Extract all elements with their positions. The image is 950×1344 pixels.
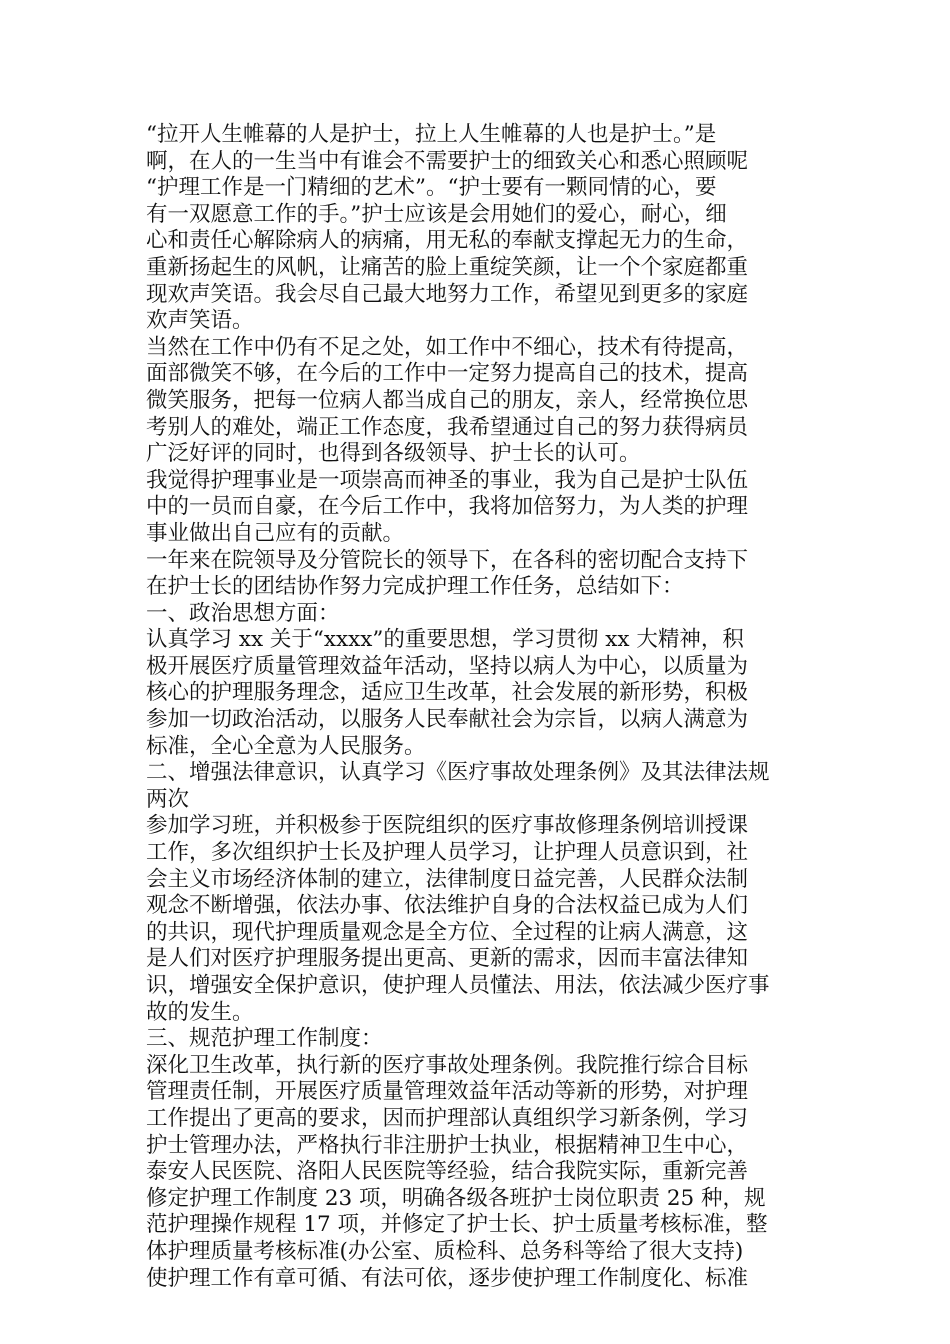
text-line: “护理工作是一门精细的艺术”。“护士要有一颗同情的心，要 — [146, 175, 717, 201]
text-line: 有一双愿意工作的手。”护士应该是会用她们的爱心，耐心，细 — [146, 201, 727, 227]
text-line: 极开展医疗质量管理效益年活动，坚持以病人为中心，以质量为 — [146, 653, 749, 679]
text-line: 认真学习 xx 关于“xxxx”的重要思想，学习贯彻 xx 大精神，积 — [146, 627, 744, 653]
text-line: 是人们对医疗护理服务提出更高、更新的需求，因而丰富法律知 — [146, 946, 749, 972]
text-line: 面部微笑不够，在今后的工作中一定努力提高自己的技术，提高 — [146, 361, 749, 387]
text-line: 范护理操作规程 17 项，并修定了护士长、护士质量考核标准，整 — [146, 1212, 768, 1238]
text-line: 微笑服务，把每一位病人都当成自己的朋友，亲人，经常换位思 — [146, 387, 749, 413]
text-line: 的共识，现代护理质量观念是全方位、全过程的让病人满意，这 — [146, 919, 749, 945]
text-line: 泰安人民医院、洛阳人民医院等经验，结合我院实际，重新完善 — [146, 1159, 749, 1185]
text-line: 重新扬起生的风帆，让痛苦的脸上重绽笑颜，让一个个家庭都重 — [146, 254, 749, 280]
text-line: 参加学习班，并积极参于医院组织的医疗事故修理条例培训授课 — [146, 813, 749, 839]
text-line: 护士管理办法，严格执行非注册护士执业，根据精神卫生中心， — [146, 1132, 749, 1158]
text-line: 观念不断增强，依法办事、依法维护自身的合法权益已成为人们 — [146, 893, 749, 919]
text-line: 事业做出自己应有的贡献。 — [146, 520, 405, 546]
text-line: 一年来在院领导及分管院长的领导下，在各科的密切配合支持下 — [146, 547, 749, 573]
text-line: 标准，全心全意为人民服务。 — [146, 733, 426, 759]
text-line: 修定护理工作制度 23 项，明确各级各班护士岗位职责 25 种，规 — [146, 1185, 766, 1211]
text-line: 考别人的难处，端正工作态度，我希望通过自己的努力获得病员 — [146, 414, 749, 440]
text-line: 二、增强法律意识，认真学习《医疗事故处理条例》及其法律法规 — [146, 760, 770, 786]
text-line: 广泛好评的同时，也得到各级领导、护士长的认可。 — [146, 441, 641, 467]
text-line: 管理责任制，开展医疗质量管理效益年活动等新的形势，对护理 — [146, 1079, 749, 1105]
text-line: 体护理质量考核标准(办公室、质检科、总务科等给了很大支持) — [146, 1238, 744, 1264]
text-line: 核心的护理服务理念，适应卫生改革，社会发展的新形势，积极 — [146, 680, 749, 706]
text-line: 在护士长的团结协作努力完成护理工作任务，总结如下： — [146, 574, 684, 600]
text-line: 现欢声笑语。我会尽自己最大地努力工作，希望见到更多的家庭 — [146, 281, 749, 307]
text-line: 故的发生。 — [146, 999, 254, 1025]
text-line: 两次 — [146, 786, 190, 812]
text-line: 深化卫生改革，执行新的医疗事故处理条例。我院推行综合目标 — [146, 1052, 749, 1078]
document-body — [146, 122, 811, 1292]
text-line: 中的一员而自豪，在今后工作中，我将加倍努力，为人类的护理 — [146, 494, 749, 520]
text-line: 啊，在人的一生当中有谁会不需要护士的细致关心和悉心照顾呢 — [146, 148, 749, 174]
text-line: 三、规范护理工作制度： — [146, 1026, 383, 1052]
text-line: 工作，多次组织护士长及护理人员学习，让护理人员意识到，社 — [146, 840, 749, 866]
text-line: 识，增强安全保护意识，使护理人员懂法、用法，依法减少医疗事 — [146, 973, 770, 998]
text-line: 我觉得护理事业是一项崇高而神圣的事业，我为自己是护士队伍 — [146, 467, 749, 493]
text-line: 心和责任心解除病人的病痛，用无私的奉献支撑起无力的生命， — [146, 228, 749, 254]
text-line: 参加一切政治活动，以服务人民奉献社会为宗旨，以病人满意为 — [146, 707, 749, 733]
text-line: 工作提出了更高的要求，因而护理部认真组织学习新条例，学习 — [146, 1105, 749, 1131]
text-line: 使护理工作有章可循、有法可依，逐步使护理工作制度化、标准 — [146, 1265, 749, 1291]
text-line: “拉开人生帷幕的人是护士，拉上人生帷幕的人也是护士。”是 — [146, 122, 717, 147]
text-line: 一、政治思想方面： — [146, 600, 340, 626]
text-line: 会主义市场经济体制的建立，法律制度日益完善，人民群众法制 — [146, 866, 749, 892]
text-line: 欢声笑语。 — [146, 308, 254, 334]
text-line: 当然在工作中仍有不足之处，如工作中不细心，技术有待提高， — [146, 334, 749, 360]
